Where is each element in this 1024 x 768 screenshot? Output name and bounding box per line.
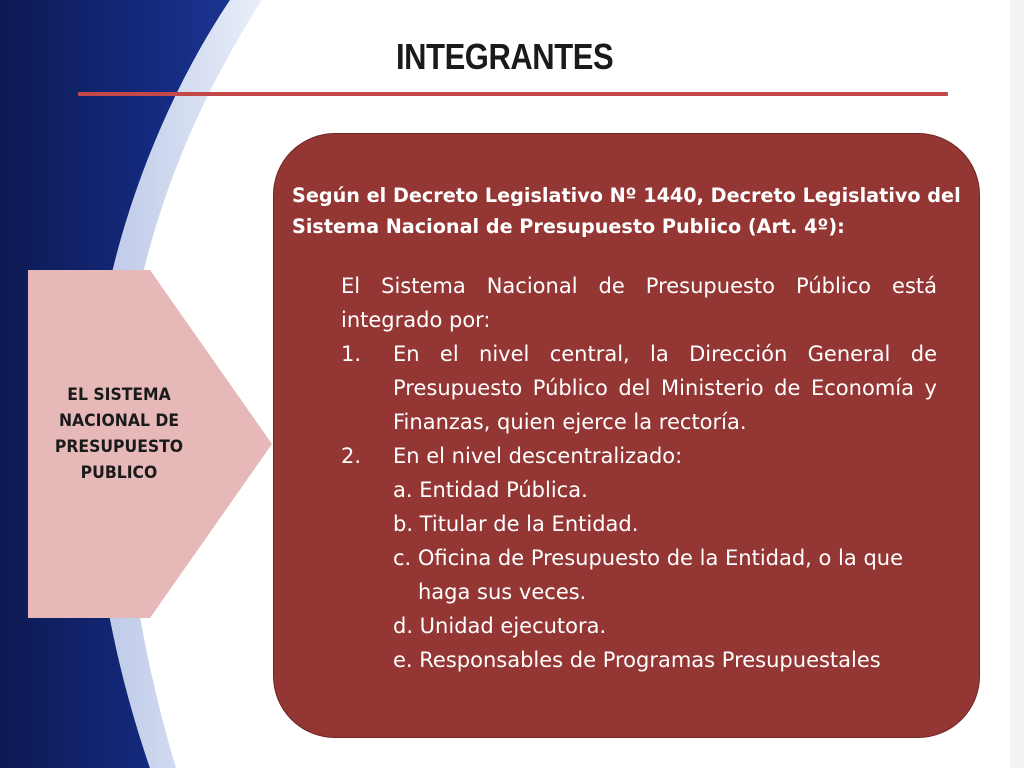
- list-item: [341, 337, 937, 439]
- sub-list-item: a. Entidad Pública.: [393, 478, 588, 502]
- sub-list-item: c. Oficina de Presupuesto de la Entidad, o la que haga sus veces.: [393, 546, 903, 604]
- panel-body: [341, 269, 937, 677]
- title-divider: [78, 92, 948, 96]
- intro-paragraph: El Sistema Nacional de Presupuesto Público está integrado por:: [341, 274, 937, 332]
- list-item-text: En el nivel descentralizado:: [393, 444, 683, 468]
- panel-heading: Según el Decreto Legislativo Nº 1440, Decreto Legislativo del Sistema Nacional de Presupuesto Publico (Art. 4º):: [292, 184, 961, 238]
- sub-list: [393, 473, 937, 677]
- list-item: [341, 439, 937, 473]
- list-item-text: En el nivel central, la Dirección General de Presupuesto Público del Ministerio de Economía y Finanzas, quien ejerce la rectoría.: [393, 342, 937, 434]
- sub-list-item: d. Unidad ejecutora.: [393, 614, 607, 638]
- list-item-number: 1.: [341, 342, 362, 366]
- list-item-number: 2.: [341, 444, 362, 468]
- sub-list-item: e. Responsables de Programas Presupuestales: [393, 648, 881, 672]
- sidebar-label: EL SISTEMA NACIONAL DE PRESUPUESTO PUBLICO: [54, 385, 184, 483]
- page-title: INTEGRANTES: [396, 36, 614, 77]
- sub-list-item: b. Titular de la Entidad.: [393, 512, 639, 536]
